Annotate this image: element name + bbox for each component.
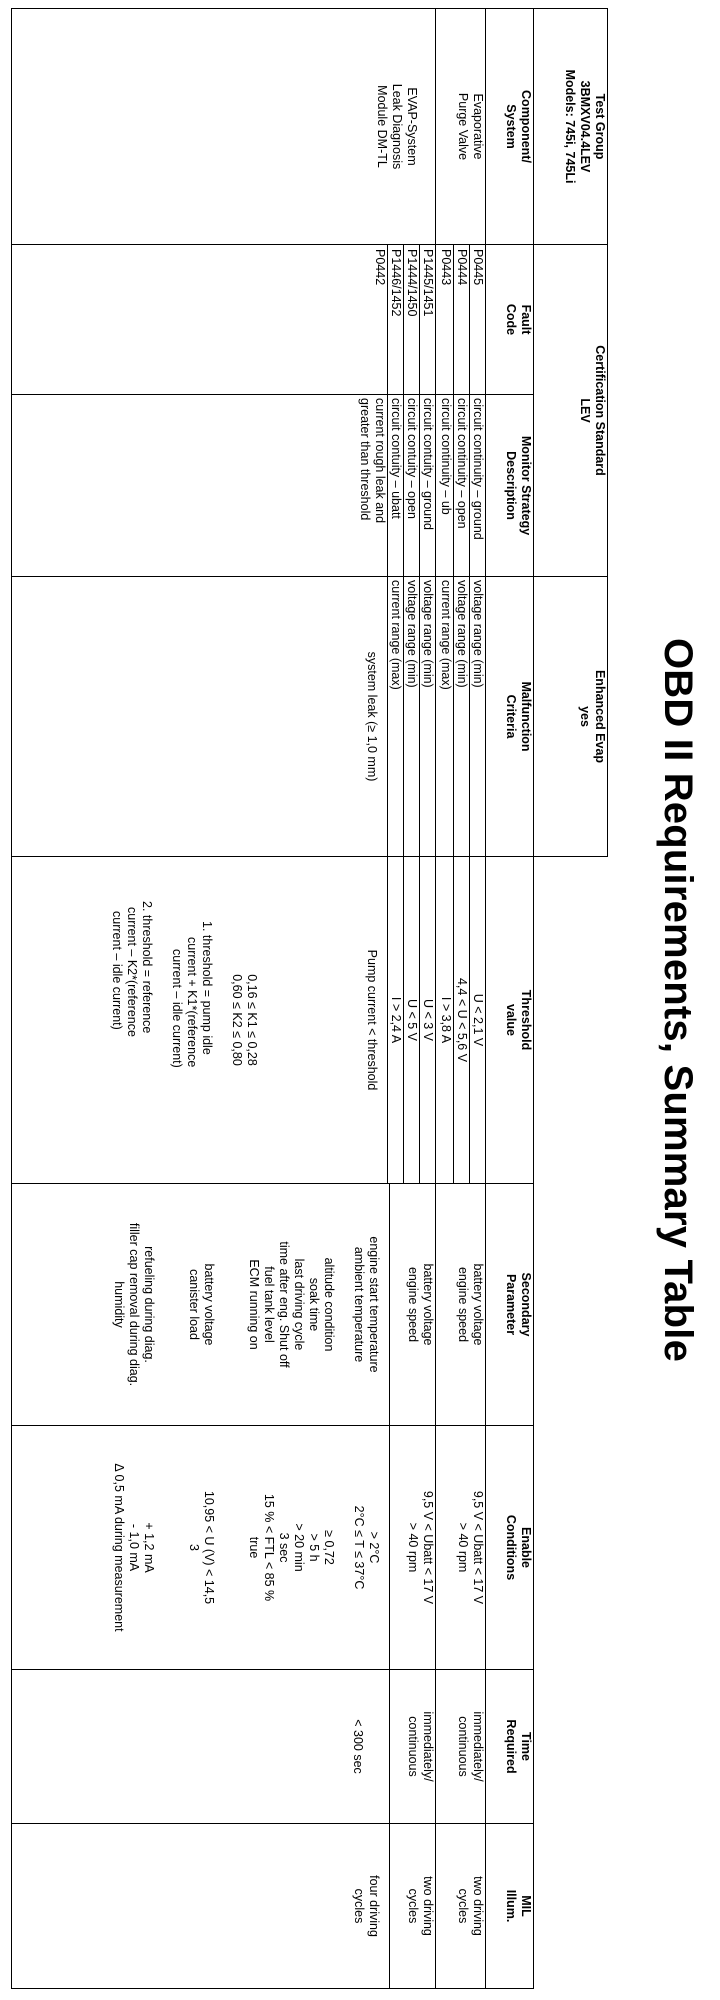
mil-cell: two driving cycles — [436, 1824, 486, 1989]
time-cell: immediately/ continuous < 300 sec — [12, 1670, 436, 1824]
col-time: Time Required — [486, 1670, 534, 1824]
component-cell: EVAP-System Leak Diagnosis Module DM-TL — [12, 9, 436, 245]
enable-cell: 9,5 V < Ubatt < 17 V > 40 rpm — [436, 1426, 486, 1670]
threshold-cell: U < 3 V U < 5 V I > 2,4 A Pump current < threshold 0,16 ≤ K1 ≤ 0,28 0,60 ≤ K2 ≤ 0,80 1. threshold = pump idle current + K1*(reference current – idle current) 2. threshold = reference current – K2*(reference current – idle current) — [12, 857, 436, 1184]
secondary-cell: battery voltage engine speed — [436, 1184, 486, 1426]
col-fault-code: Fault Code — [486, 245, 534, 395]
col-enable: Enable Conditions — [486, 1426, 534, 1670]
fault-code-cell: P1445/1451 P1444/1450 P1446/1452 P0442 — [12, 245, 436, 395]
enhanced-evap-cell: Enhanced Evap yes — [534, 577, 608, 857]
col-component: Component/ System — [486, 9, 534, 245]
malfunction-cell: voltage range (min) voltage range (min) current range (max) system leak (≥ 1,0 mm) — [12, 577, 436, 857]
col-malfunction: Malfunction Criteria — [486, 577, 534, 857]
monitor-cell: circuit contuity – ground circuit contuity – open circuit contuity – ubatt current rough leak and greater than threshold — [12, 395, 436, 577]
col-secondary: Secondary Parameter — [486, 1184, 534, 1426]
col-mil: MIL Illum. — [486, 1824, 534, 1989]
component-cell: Evaporative Purge Valve — [436, 9, 486, 245]
certification-cell: Certification Standard LEV — [534, 245, 608, 577]
page-title: OBD II Requirements, Summary Table — [656, 637, 700, 1363]
fault-code-cell: P0445 P0444 P0443 — [436, 245, 486, 395]
header-blank — [534, 857, 608, 1989]
table-row-evap-purge — [436, 9, 486, 1989]
secondary-cell: battery voltage engine speed engine start temperature ambient temperature altitude condition soak time last driving cycle time after eng. Shut off fuel tank level ECM running on battery voltage canister load refueling during diag. filler cap removal during diag. humidity — [12, 1184, 436, 1426]
col-monitor: Monitor Strategy Description — [486, 395, 534, 577]
time-cell: immediately/ continuous — [436, 1670, 486, 1824]
table-row-dmtl — [12, 9, 436, 1989]
threshold-cell: U < 2,1 V 4,4 < U < 5,6 V I > 3,8 A — [436, 857, 486, 1184]
col-threshold: Threshold value — [486, 857, 534, 1184]
malfunction-cell: voltage range (min) voltage range (min) current range (max) — [436, 577, 486, 857]
test-group-cell: Test Group 3BMXV04.4LEV Models: 745i, 745Li — [534, 9, 608, 245]
enable-cell: 9,5 V < Ubatt < 17 V > 40 rpm > 2°C 2°C ≤ T ≤ 37°C ≥ 0,72 > 5 h > 20 min 3 sec 15 % < FTL < 85 % true 10,95 < U (V) < 14,5 3 + 1,2 mA - 1,0 mA Δ 0,5 mA during measurement — [12, 1426, 436, 1670]
monitor-cell: circuit continuity – ground circuit continuity – open circuit continuity – ub — [436, 395, 486, 577]
mil-cell: two driving cycles four driving cycles — [12, 1824, 436, 1989]
obd-summary-table — [11, 8, 608, 1989]
